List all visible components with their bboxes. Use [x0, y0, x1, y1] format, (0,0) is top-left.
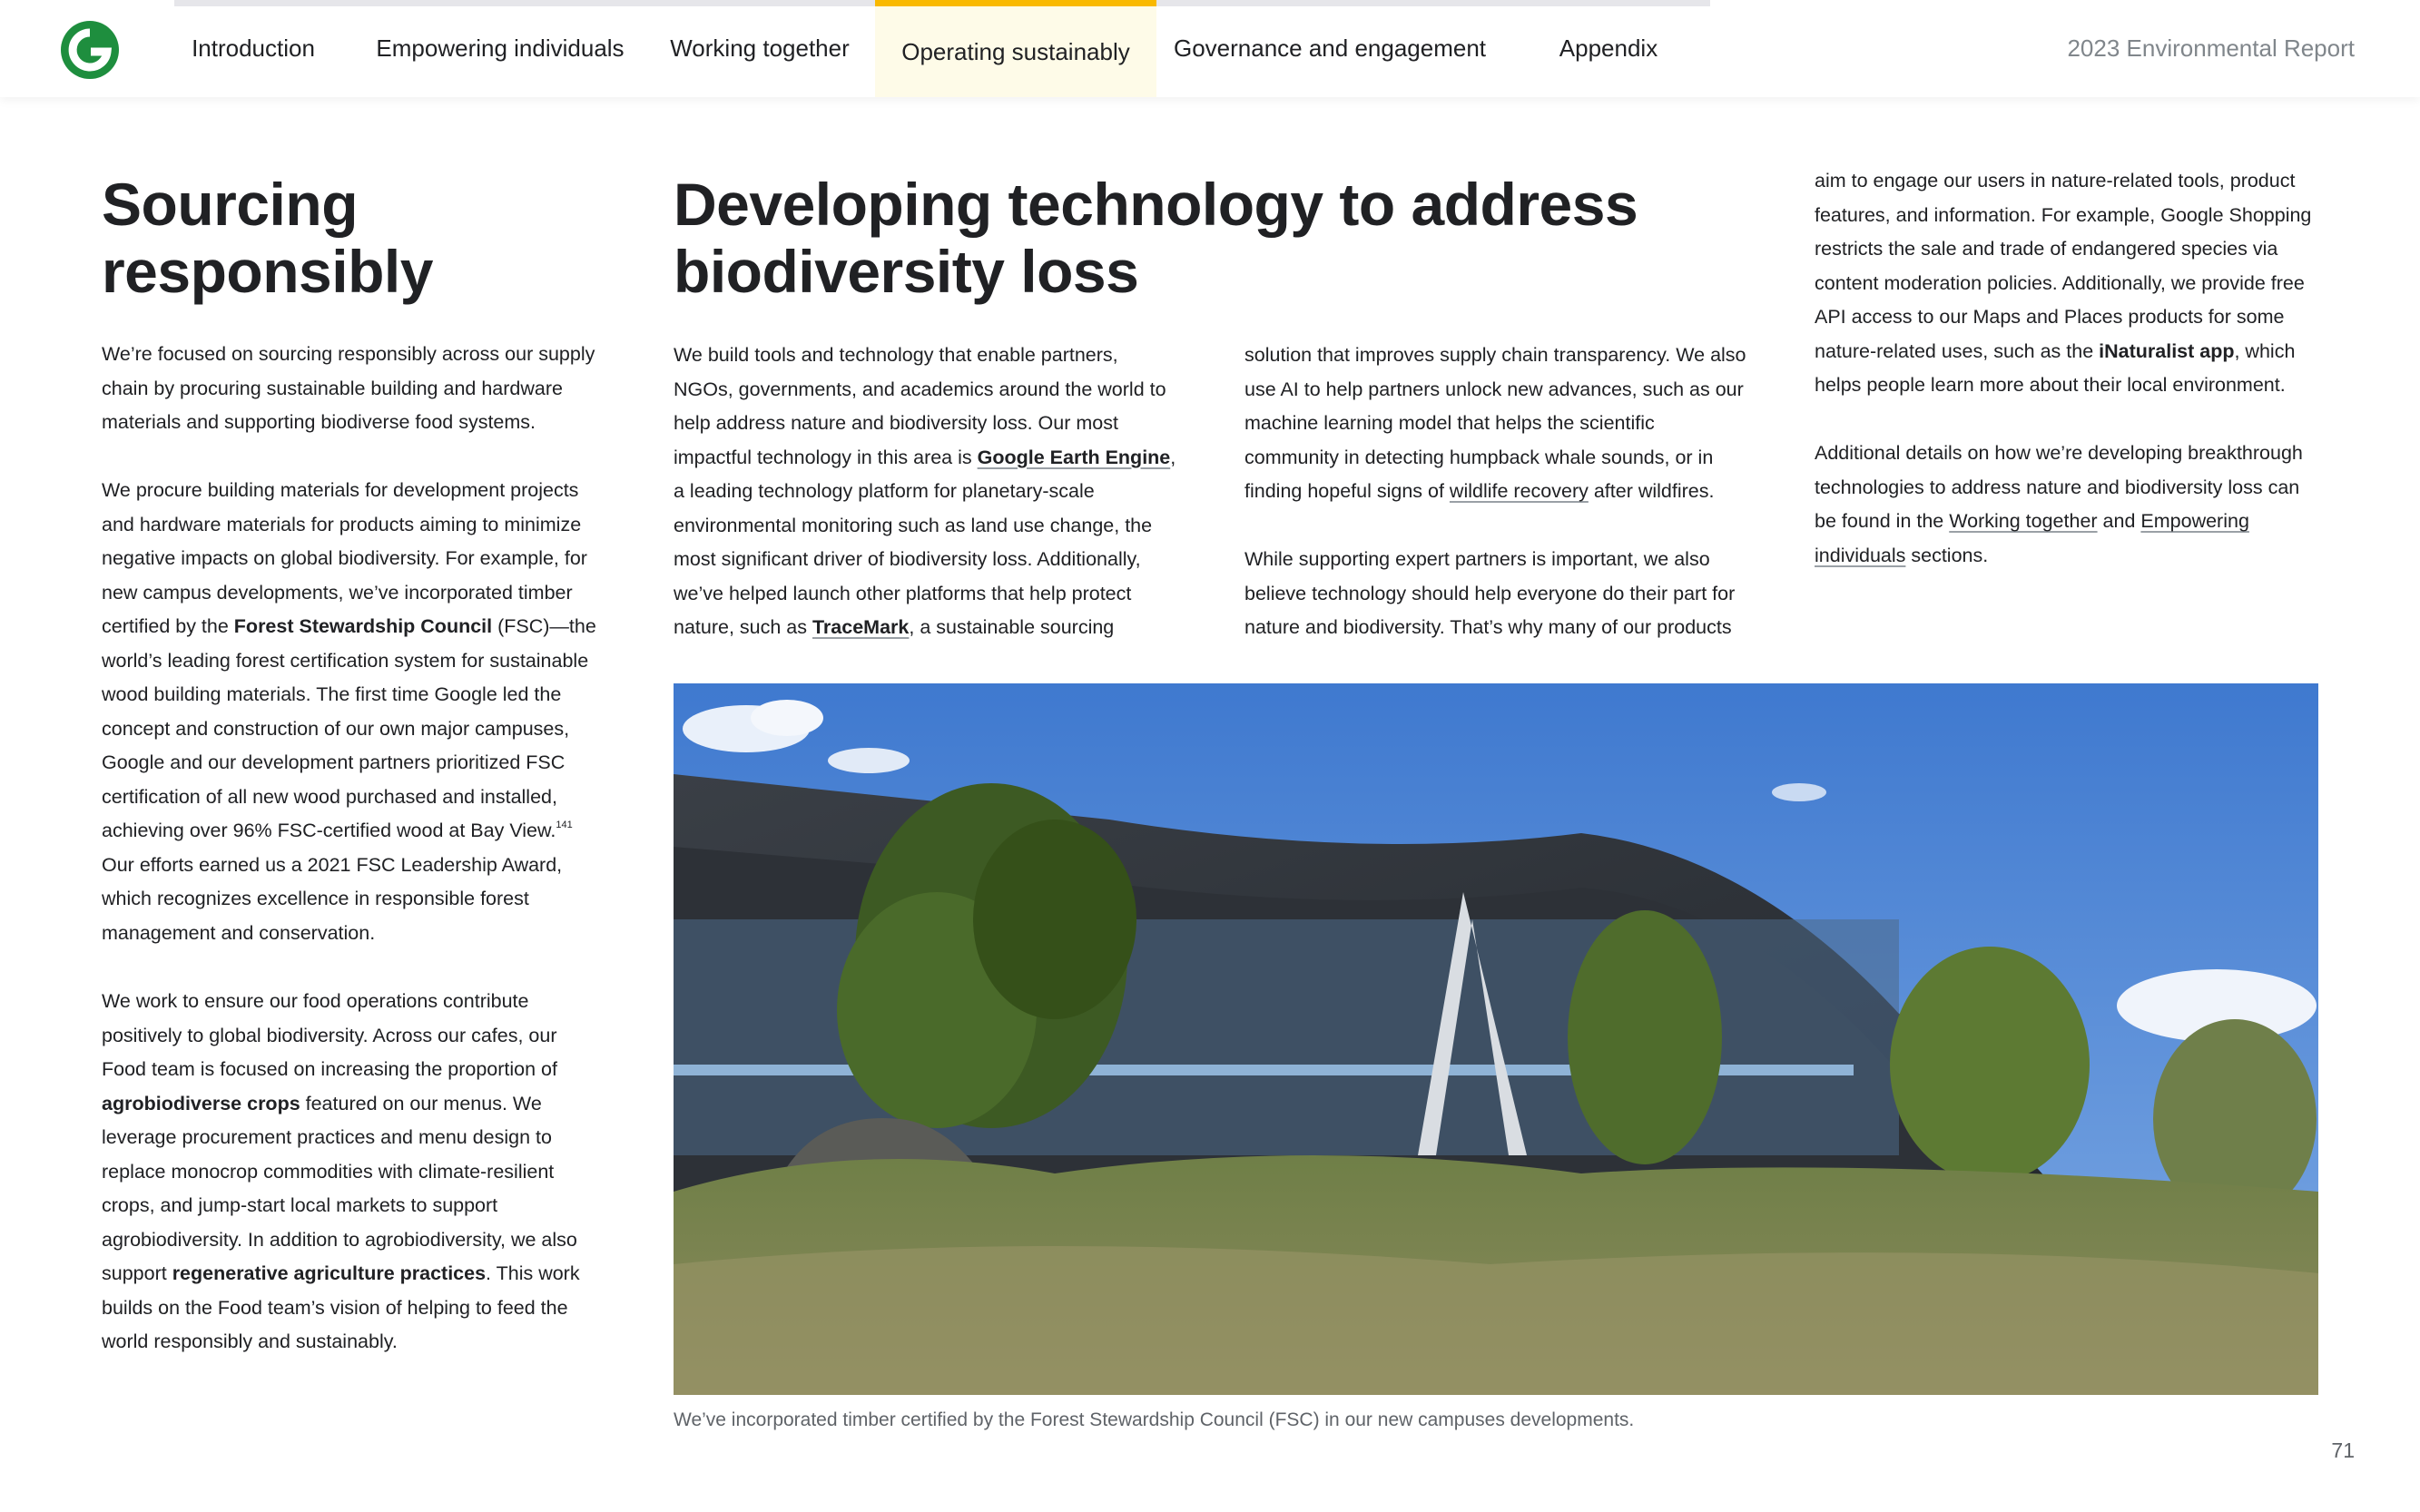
- food-operations-paragraph: We work to ensure our food operations contribute positively to global biodiversity. Across our cafes, our Food team is focused on increasing the proportion of agrobiodiverse crops featured on our menus. We leverage procurement practices and menu design to replace monocrop commodities with climate-resilient crops, and jump-start local markets to support agrobiodiversity. In addition to agrobiodiversity, we also support regenerative agriculture practices. This work builds on the Food team’s vision of helping to feed the world responsibly and sustainably.: [102, 990, 580, 1352]
- agrobiodiverse-crops-term: agrobiodiverse crops: [102, 1092, 300, 1114]
- working-together-link[interactable]: Working together: [1949, 510, 2098, 532]
- campus-photo: [674, 683, 2318, 1395]
- technology-heading: Developing technology to address biodiversity loss: [674, 171, 1638, 305]
- tab-governance-and-engagement[interactable]: Governance and engagement: [1173, 34, 1487, 62]
- campus-landscape-image: [674, 683, 2318, 1395]
- technology-column-2-p1: solution that improves supply chain transparency. We also use AI to help partners unlock new advances, such as our machine learning model that helps the scientific community in detecting humpback whale sounds, or in finding hopeful signs of wildlife recovery after wildfires.: [1244, 344, 1746, 502]
- fsc-bold-term: Forest Stewardship Council: [233, 615, 493, 637]
- tracemark-link[interactable]: TraceMark: [812, 616, 910, 638]
- report-title: 2023 Environmental Report: [2067, 34, 2355, 62]
- sourcing-intro-paragraph: We’re focused on sourcing responsibly across our supply chain by procuring sustainable building and hardware materials and supporting biodiverse food systems.: [102, 343, 595, 433]
- google-earth-engine-link[interactable]: Google Earth Engine: [977, 446, 1171, 468]
- footnote-ref[interactable]: 141: [556, 820, 573, 830]
- tab-introduction[interactable]: Introduction: [192, 34, 315, 62]
- tab-appendix[interactable]: Appendix: [1559, 34, 1658, 62]
- technology-column-3-p1: aim to engage our users in nature-related tools, product features, and information. For example, Google Shopping restricts the sale and trade of endangered species via content moderation policies. Additionally, we provide free API access to our Maps and Places products for some nature-related uses, such as the iNaturalist app, which helps people learn more about their local environment.: [1815, 170, 2312, 396]
- photo-caption: We’ve incorporated timber certified by the Forest Stewardship Council (FSC) in our new campuses developments.: [674, 1409, 1635, 1430]
- tab-working-together[interactable]: Working together: [670, 34, 850, 62]
- top-navigation: [0, 0, 2420, 97]
- building-materials-paragraph: We procure building materials for development projects and hardware materials for products aiming to minimize negative impacts on global biodiversity. For example, for new campus developments, we’ve incorporated timber certified by the Forest Stewardship Council (FSC)—the world’s leading forest certification system for sustainable wood building materials. The first time Google led the concept and construction of our own major campuses, Google and our development partners prioritized FSC certification of all new wood purchased and installed, achieving over 96% FSC-certified wood at Bay View.$^{141}$ Our efforts earned us a 2021 FSC Leadership Award, which recognizes excellence in responsible forest management and conservation.: [102, 479, 596, 944]
- google-logo-icon[interactable]: [60, 20, 120, 80]
- tab-empowering-individuals[interactable]: Empowering individuals: [376, 34, 625, 62]
- tab-operating-sustainably[interactable]: Operating sustainably: [875, 0, 1156, 97]
- section-tabs: [174, 0, 1710, 97]
- wildlife-recovery-link[interactable]: wildlife recovery: [1449, 480, 1589, 502]
- sourcing-heading: Sourcing responsibly: [102, 171, 433, 305]
- technology-column-1: We build tools and technology that enable partners, NGOs, governments, and academics around the world to help address nature and biodiversity loss. Our most impactful technology in this area is Google Earth Engine, a leading technology platform for planetary-scale environmental monitoring such as land use change, the most significant driver of biodiversity loss. Additionally, we’ve helped launch other platforms that help protect nature, such as TraceMark, a sustainable sourcing: [674, 344, 1176, 638]
- empowering-individuals-link[interactable]: Empowering individuals: [1815, 510, 2249, 566]
- inaturalist-app-term: iNaturalist app: [2099, 339, 2235, 362]
- page-number: 71: [2331, 1438, 2355, 1462]
- technology-column-3-p2: Additional details on how we’re developing breakthrough technologies to address nature and biodiversity loss can be found in the Working together and Empowering individuals sections.: [1815, 442, 2303, 566]
- regenerative-agriculture-term: regenerative agriculture practices: [172, 1262, 487, 1284]
- technology-column-2-p2: While supporting expert partners is important, we also believe technology should help everyone do their part for nature and biodiversity. That’s why many of our products: [1244, 548, 1736, 638]
